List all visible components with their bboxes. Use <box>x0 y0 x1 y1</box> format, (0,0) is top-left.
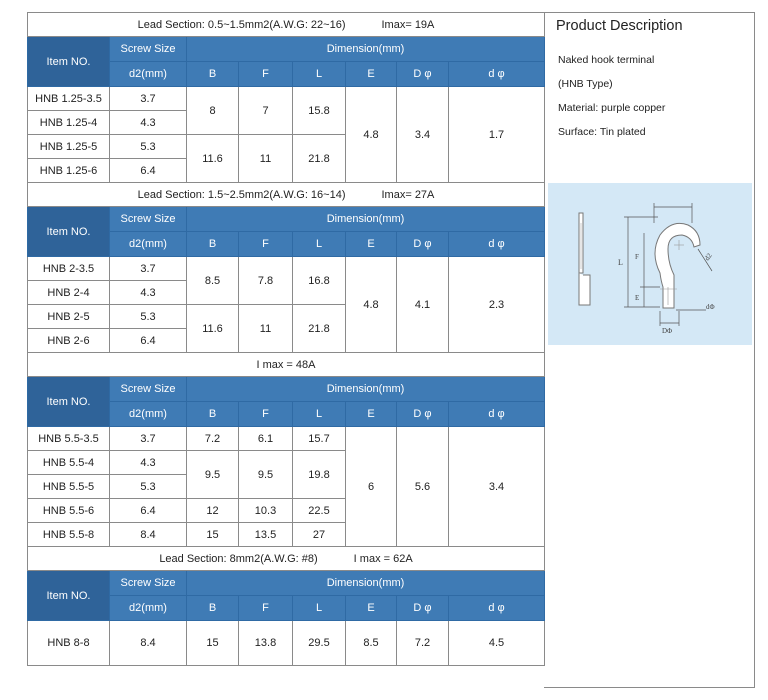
imax-label: I max = 48A <box>256 358 316 371</box>
screw-size-header: Screw Size <box>110 207 187 232</box>
dimension-header: Dimension(mm) <box>187 37 545 62</box>
col-dd-header: D φ <box>397 62 449 87</box>
col-dd-header: D φ <box>397 232 449 257</box>
dim-b-cell: 7.2 <box>187 427 239 451</box>
col-sd-header: d φ <box>449 232 545 257</box>
item-no-header: Item NO. <box>28 571 110 621</box>
table-row <box>28 257 545 281</box>
spec-table <box>27 12 545 666</box>
dim-big-d-cell: 3.4 <box>397 87 449 183</box>
col-dd-header: D φ <box>397 402 449 427</box>
column-header-row <box>28 207 545 232</box>
col-b-header: B <box>187 62 239 87</box>
dim-l-cell: 22.5 <box>293 499 346 523</box>
col-f-header: F <box>239 62 293 87</box>
col-e-header: E <box>346 596 397 621</box>
dim-small-d-cell: 1.7 <box>449 87 545 183</box>
diagram-label-d2: d2 <box>703 251 714 263</box>
d2-header: d2(mm) <box>110 596 187 621</box>
dim-f-cell: 11 <box>239 135 293 183</box>
col-e-header: E <box>346 232 397 257</box>
section-header-row <box>28 547 545 571</box>
section-title <box>28 353 545 377</box>
lead-section-label: Lead Section: 0.5~1.5mm2(A.W.G: 22~16) <box>137 18 346 31</box>
table-row <box>28 427 545 451</box>
dim-b-cell: 9.5 <box>187 451 239 499</box>
table-row <box>28 621 545 666</box>
side-view <box>579 213 590 305</box>
dim-f-cell: 9.5 <box>239 451 293 499</box>
dimension-header: Dimension(mm) <box>187 571 545 596</box>
d2-cell: 6.4 <box>110 329 187 353</box>
dim-l-cell: 27 <box>293 523 346 547</box>
dim-f-cell: 7.8 <box>239 257 293 305</box>
dim-l-cell: 19.8 <box>293 451 346 499</box>
d2-cell: 8.4 <box>110 523 187 547</box>
diagram-label-f: F <box>635 253 639 261</box>
dim-f-cell: 13.8 <box>239 621 293 666</box>
dim-l-cell: 15.8 <box>293 87 346 135</box>
dim-small-d-cell: 3.4 <box>449 427 545 547</box>
description-line: Surface: Tin plated <box>558 126 646 138</box>
dim-l-cell: 16.8 <box>293 257 346 305</box>
item-no-cell: HNB 2-4 <box>28 281 110 305</box>
item-no-cell: HNB 2-3.5 <box>28 257 110 281</box>
dim-b-cell: 15 <box>187 523 239 547</box>
column-header-row <box>28 377 545 402</box>
imax-label: Imax= 19A <box>381 18 435 31</box>
dim-e-cell: 4.8 <box>346 87 397 183</box>
d2-cell: 4.3 <box>110 281 187 305</box>
section-header-row <box>28 353 545 377</box>
column-header-row <box>28 37 545 62</box>
item-no-header: Item NO. <box>28 377 110 427</box>
diagram-label-small-d: dΦ <box>706 303 715 311</box>
col-b-header: B <box>187 596 239 621</box>
description-line: Naked hook terminal <box>558 54 655 66</box>
dim-f-cell: 7 <box>239 87 293 135</box>
d2-cell: 3.7 <box>110 257 187 281</box>
d2-cell: 5.3 <box>110 475 187 499</box>
col-dd-header: D φ <box>397 596 449 621</box>
dim-l-cell: 29.5 <box>293 621 346 666</box>
d2-header: d2(mm) <box>110 232 187 257</box>
section-title <box>28 13 545 37</box>
dim-big-d-cell: 4.1 <box>397 257 449 353</box>
d2-header: d2(mm) <box>110 402 187 427</box>
lead-section-label: Lead Section: 8mm2(A.W.G: #8) <box>159 552 318 565</box>
item-no-cell: HNB 1.25-6 <box>28 159 110 183</box>
dim-b-cell: 8 <box>187 87 239 135</box>
diagram-label-big-d: DΦ <box>662 327 673 335</box>
dim-f-cell: 13.5 <box>239 523 293 547</box>
imax-label: Imax= 27A <box>381 188 435 201</box>
item-no-cell: HNB 5.5-6 <box>28 499 110 523</box>
diagram-label-e: E <box>635 294 640 302</box>
dim-b-cell: 15 <box>187 621 239 666</box>
dimension-header: Dimension(mm) <box>187 377 545 402</box>
screw-size-header: Screw Size <box>110 37 187 62</box>
item-no-cell: HNB 1.25-4 <box>28 111 110 135</box>
col-b-header: B <box>187 402 239 427</box>
item-no-cell: HNB 2-5 <box>28 305 110 329</box>
item-no-cell: HNB 2-6 <box>28 329 110 353</box>
dim-f-cell: 11 <box>239 305 293 353</box>
item-no-header: Item NO. <box>28 207 110 257</box>
dim-big-d-cell: 7.2 <box>397 621 449 666</box>
dim-b-cell: 12 <box>187 499 239 523</box>
item-no-cell: HNB 1.25-5 <box>28 135 110 159</box>
imax-label: I max = 62A <box>353 552 413 565</box>
diagram-label-l: L <box>618 258 623 267</box>
section-header-row <box>28 13 545 37</box>
col-sd-header: d φ <box>449 402 545 427</box>
item-no-cell: HNB 5.5-3.5 <box>28 427 110 451</box>
d2-cell: 8.4 <box>110 621 187 666</box>
item-no-cell: HNB 5.5-5 <box>28 475 110 499</box>
screw-size-header: Screw Size <box>110 571 187 596</box>
col-f-header: F <box>239 232 293 257</box>
product-description-panel <box>544 12 755 688</box>
product-description-title: Product Description <box>556 18 683 34</box>
dim-b-cell: 8.5 <box>187 257 239 305</box>
section-header-row <box>28 183 545 207</box>
dim-small-d-cell: 4.5 <box>449 621 545 666</box>
d2-cell: 3.7 <box>110 427 187 451</box>
dim-l-cell: 15.7 <box>293 427 346 451</box>
section-title <box>28 547 545 571</box>
col-e-header: E <box>346 402 397 427</box>
col-l-header: L <box>293 232 346 257</box>
terminal-dimension-diagram <box>548 183 752 345</box>
col-b-header: B <box>187 232 239 257</box>
item-no-cell: HNB 5.5-8 <box>28 523 110 547</box>
d2-cell: 4.3 <box>110 451 187 475</box>
dim-e-cell: 6 <box>346 427 397 547</box>
dim-b-cell: 11.6 <box>187 305 239 353</box>
dim-l-cell: 21.8 <box>293 305 346 353</box>
d2-cell: 6.4 <box>110 159 187 183</box>
lead-section-label: Lead Section: 1.5~2.5mm2(A.W.G: 16~14) <box>137 188 346 201</box>
col-l-header: L <box>293 402 346 427</box>
hook-front-view <box>655 223 700 308</box>
col-f-header: F <box>239 402 293 427</box>
col-e-header: E <box>346 62 397 87</box>
dim-b-cell: 11.6 <box>187 135 239 183</box>
dim-big-d-cell: 5.6 <box>397 427 449 547</box>
dim-e-cell: 4.8 <box>346 257 397 353</box>
item-no-cell: HNB 8-8 <box>28 621 110 666</box>
dimension-header: Dimension(mm) <box>187 207 545 232</box>
section-title <box>28 183 545 207</box>
item-no-cell: HNB 5.5-4 <box>28 451 110 475</box>
item-no-header: Item NO. <box>28 37 110 87</box>
d2-cell: 5.3 <box>110 135 187 159</box>
table-row <box>28 87 545 111</box>
col-sd-header: d φ <box>449 596 545 621</box>
d2-cell: 4.3 <box>110 111 187 135</box>
col-l-header: L <box>293 596 346 621</box>
description-line: Material: purple copper <box>558 102 666 114</box>
d2-cell: 5.3 <box>110 305 187 329</box>
d2-cell: 6.4 <box>110 499 187 523</box>
dim-f-cell: 6.1 <box>239 427 293 451</box>
col-f-header: F <box>239 596 293 621</box>
d2-header: d2(mm) <box>110 62 187 87</box>
column-header-row <box>28 571 545 596</box>
description-line: (HNB Type) <box>558 78 613 90</box>
col-l-header: L <box>293 62 346 87</box>
item-no-cell: HNB 1.25-3.5 <box>28 87 110 111</box>
screw-size-header: Screw Size <box>110 377 187 402</box>
dim-l-cell: 21.8 <box>293 135 346 183</box>
d2-cell: 3.7 <box>110 87 187 111</box>
dim-small-d-cell: 2.3 <box>449 257 545 353</box>
dim-e-cell: 8.5 <box>346 621 397 666</box>
dim-f-cell: 10.3 <box>239 499 293 523</box>
col-sd-header: d φ <box>449 62 545 87</box>
